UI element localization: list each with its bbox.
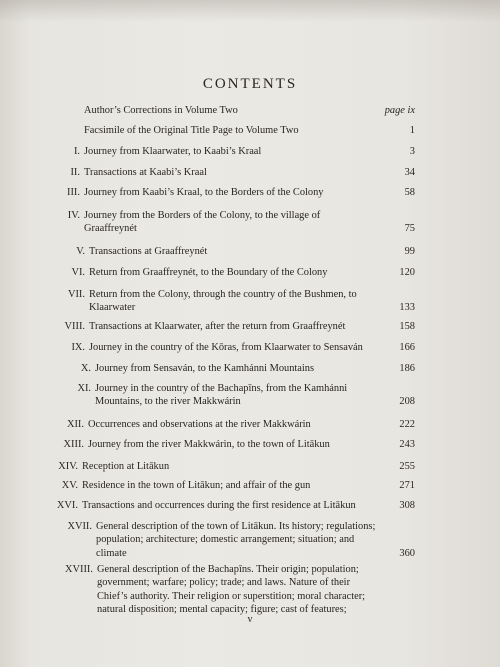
page-number: 308: [399, 500, 415, 511]
page-number: 99: [404, 246, 415, 257]
chapter-number: I.: [73, 146, 80, 157]
page-number: 360: [399, 547, 415, 559]
chapter-number: IX.: [71, 342, 85, 353]
toc-entry: [58, 460, 170, 473]
page-number: 271: [399, 480, 415, 491]
chapter-number: II.: [70, 167, 80, 178]
page-number: 1: [409, 125, 415, 136]
toc-entry: [67, 288, 357, 315]
chapter-title-line: Journey from the river Makkwárin, to the town of Litākun: [88, 439, 330, 450]
page-shadow: [0, 0, 500, 22]
chapter-title-line: Mountains, to the river Makkwárin: [95, 396, 241, 408]
chapter-title-line: Klaarwater: [89, 302, 136, 314]
page-title: CONTENTS: [202, 76, 298, 92]
chapter-title-line: General description of the town of Litākun. Its history; regulations;: [96, 521, 376, 532]
toc-entry: [71, 341, 363, 354]
chapter-number: XII.: [66, 419, 84, 430]
chapter-title-line: Reception at Litākun: [82, 461, 170, 472]
chapter-title-line: Occurrences and observations at the river Makkwárin: [88, 419, 311, 430]
toc-entry: [63, 438, 330, 451]
page-number: 243: [399, 439, 415, 450]
chapter-title-line: General description of the Bachapīns. Their origin; population;: [97, 564, 359, 575]
chapter-title-line: Journey from the Borders of the Colony, to the village of: [84, 210, 321, 221]
chapter-title-line: Facsimile of the Original Title Page to Volume Two: [84, 125, 299, 136]
chapter-title-line: Transactions at Graaffreynét: [89, 246, 208, 257]
chapter-number: XVIII.: [65, 564, 93, 575]
page-number: 120: [399, 267, 415, 278]
toc-entry: [66, 418, 311, 431]
page-number: 75: [404, 223, 415, 235]
chapter-title-line: Chief’s authority. Their religion or superstition; moral character;: [97, 590, 366, 602]
page-folio: v: [247, 614, 253, 625]
toc-entry: [65, 563, 366, 617]
chapter-title-line: Transactions at Klaarwater, after the return from Graaffreynét: [89, 321, 346, 332]
toc-entry: [67, 520, 376, 560]
page-number: 158: [399, 321, 415, 332]
toc-entry: [61, 479, 311, 492]
chapter-title-line: Residence in the town of Litākun; and affair of the gun: [82, 480, 311, 491]
chapter-number: V.: [76, 246, 85, 257]
toc-entry: [64, 320, 346, 333]
chapter-number: IV.: [67, 210, 80, 221]
page-number: 133: [399, 302, 415, 314]
chapter-title-line: Author’s Corrections in Volume Two: [84, 105, 238, 116]
chapter-title-line: Return from Graaffreynét, to the Boundary of the Colony: [89, 267, 328, 278]
chapter-title-line: Journey from Sensaván, to the Kamhánni Mountains: [95, 363, 315, 374]
chapter-title-line: Graaffreynét: [84, 223, 137, 235]
page-number: 58: [404, 187, 415, 198]
toc-entry: [80, 362, 315, 375]
chapter-number: VI.: [71, 267, 85, 278]
chapter-number: XVI.: [56, 500, 78, 511]
toc-entry: [56, 499, 356, 512]
toc-entry: [77, 382, 348, 409]
chapter-title-line: Journey in the country of the Kōras, from Klaarwater to Sensaván: [89, 342, 363, 353]
chapter-title-line: Return from the Colony, through the country of the Bushmen, to: [89, 289, 357, 300]
chapter-title-line: Journey in the country of the Bachapīns, from the Kamhánni: [95, 383, 348, 394]
toc-entry: [76, 245, 208, 258]
page-number: 186: [399, 363, 415, 374]
chapter-number: XIV.: [58, 461, 78, 472]
chapter-number: XVII.: [67, 521, 92, 532]
chapter-title-line: government; warfare; policy; trade; and laws. Nature of their: [97, 577, 351, 589]
toc-entry: [84, 124, 299, 137]
page-number: 34: [404, 167, 415, 178]
chapter-title-line: Journey from Klaarwater, to Kaabi’s Kraal: [84, 146, 262, 157]
toc-entry: [70, 166, 207, 179]
chapter-number: VII.: [67, 289, 85, 300]
toc-entry: [71, 266, 328, 279]
chapter-number: XIII.: [63, 439, 84, 450]
page-number: 255: [399, 461, 415, 472]
chapter-number: VIII.: [64, 321, 85, 332]
chapter-number: XI.: [77, 383, 91, 394]
chapter-title-line: natural disposition; mental capacity; figure; cast of features;: [97, 604, 347, 616]
chapter-number: III.: [67, 187, 80, 198]
chapter-title-line: climate: [96, 547, 127, 559]
page-number: 3: [409, 146, 415, 157]
toc-entry: [67, 186, 324, 199]
toc-entry: [73, 145, 262, 158]
chapter-title-line: Transactions and occurrences during the first residence at Litākun: [82, 500, 356, 511]
page-number: page ix: [384, 105, 415, 116]
toc-entry: [67, 209, 321, 236]
page-number: 222: [399, 419, 415, 430]
chapter-number: X.: [80, 363, 91, 374]
chapter-title-line: Journey from Kaabi’s Kraal, to the Borders of the Colony: [84, 187, 324, 198]
chapter-title-line: population; architecture; domestic arrangement; situation; and: [96, 534, 355, 546]
page-number: 166: [399, 342, 415, 353]
page-number: 208: [399, 396, 415, 408]
toc-entry: [84, 104, 238, 117]
chapter-number: XV.: [61, 480, 78, 491]
chapter-title-line: Transactions at Kaabi’s Kraal: [84, 167, 207, 178]
